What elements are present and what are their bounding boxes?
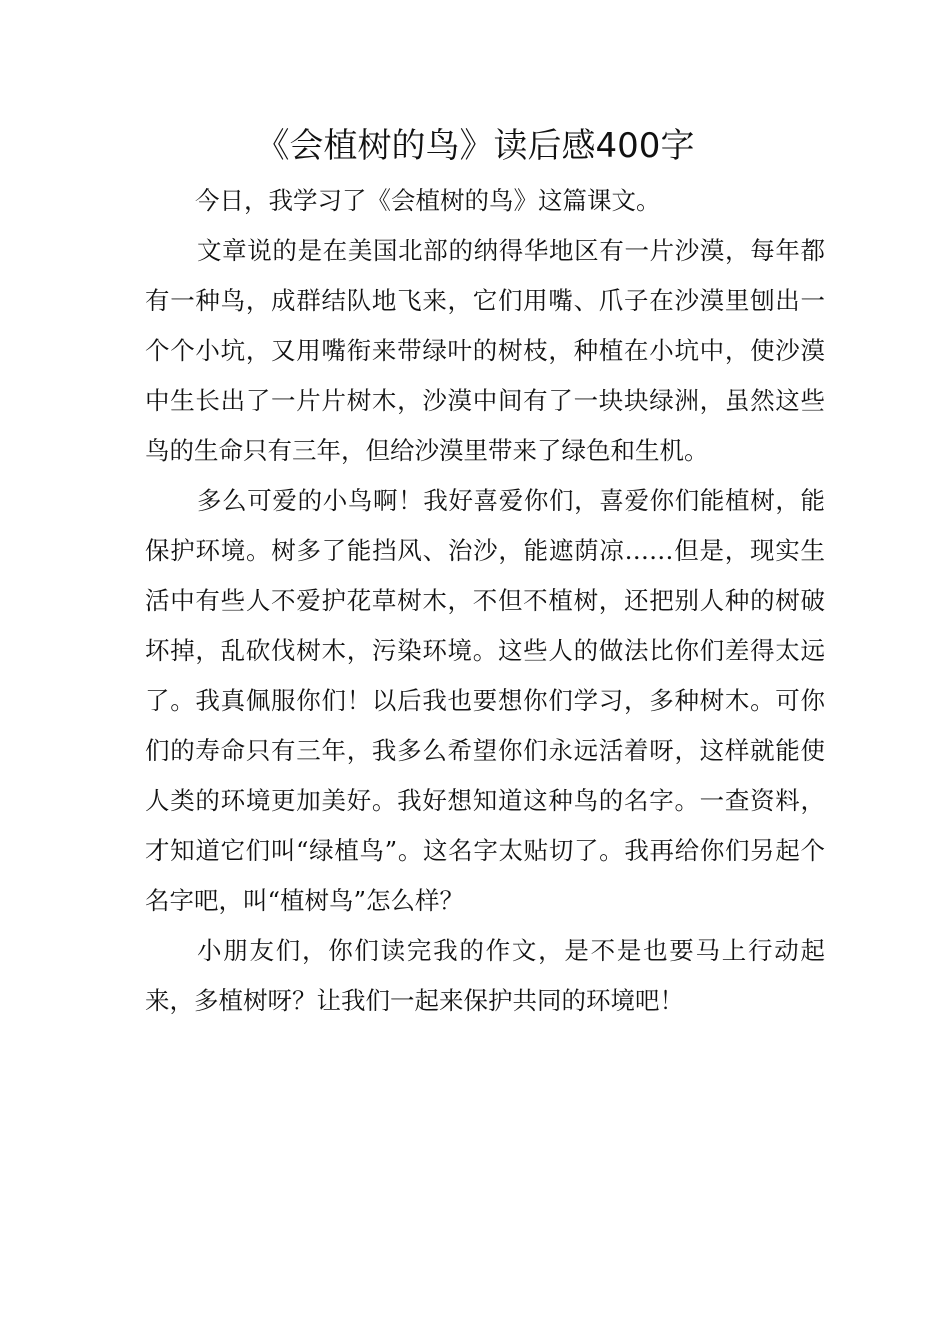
paragraph-reflection: 多么可爱的小鸟啊！我好喜爱你们，喜爱你们能植树，能保护环境。树多了能挡风、治沙，能遮荫凉……但是，现实生活中有些人不爱护花草树木，不但不植树，还把别人种的树破坏掉，乱砍伐树木，污染环境。这些人的做法比你们差得太远了。我真佩服你们！以后我也要想你们学习，多种树木。可你们的寿命只有三年，我多么希望你们永远活着呀，这样就能使人类的环境更加美好。我好想知道这种鸟的名字。一查资料，才知道它们叫“绿植鸟”。这名字太贴切了。我再给你们另起个名字吧，叫“植树鸟”怎么样？ — [145, 486, 825, 915]
document-title: 《会植树的鸟》读后感400字 — [255, 126, 695, 166]
paragraph-intro: 今日，我学习了《会植树的鸟》这篇课文。 — [195, 186, 661, 215]
paragraph-conclusion: 小朋友们，你们读完我的作文，是不是也要马上行动起来，多植树呀？让我们一起来保护共同的环境吧！ — [145, 936, 825, 1015]
paragraph-summary: 文章说的是在美国北部的纳得华地区有一片沙漠，每年都有一种鸟，成群结队地飞来，它们用嘴、爪子在沙漠里刨出一个个小坑，又用嘴衔来带绿叶的树枝，种植在小坑中，使沙漠中生长出了一片片树木，沙漠中间有了一块块绿洲，虽然这些鸟的生命只有三年，但给沙漠里带来了绿色和生机。 — [145, 236, 825, 465]
document-body — [145, 176, 825, 1026]
